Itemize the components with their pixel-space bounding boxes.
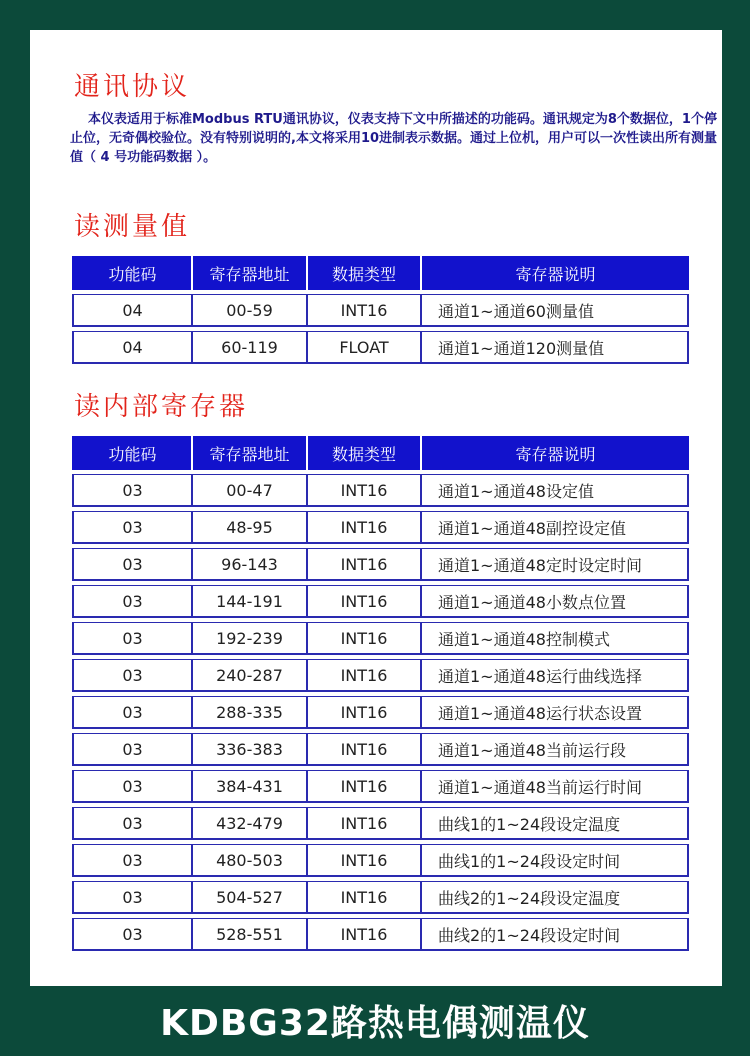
product-title-footer: KDBG32路热电偶测温仪 [160,1003,590,1044]
cell-function-code: 03 [72,844,191,877]
cell-data-type: INT16 [306,733,420,766]
cell-data-type: INT16 [306,881,420,914]
cell-data-type: INT16 [306,770,420,803]
measure-table [72,252,689,368]
cell-register-description: 曲线1的1~24段设定时间 [420,844,689,877]
table-row [72,622,689,655]
table-row [72,844,689,877]
cell-register-address: 240-287 [191,659,306,692]
cell-data-type: INT16 [306,696,420,729]
cell-register-description: 通道1~通道48小数点位置 [420,585,689,618]
internal-table [72,432,689,955]
header-data-type: 数据类型 [306,256,420,290]
cell-register-description: 通道1~通道60测量值 [420,294,689,327]
cell-register-description: 通道1~通道48副控设定值 [420,511,689,544]
cell-register-address: 48-95 [191,511,306,544]
cell-register-description: 通道1~通道48定时设定时间 [420,548,689,581]
header-register-address: 寄存器地址 [191,436,306,470]
cell-register-description: 曲线2的1~24段设定温度 [420,881,689,914]
read-measure-title: 读测量值 [74,212,191,242]
cell-data-type: INT16 [306,918,420,951]
cell-function-code: 03 [72,548,191,581]
header-register-description: 寄存器说明 [420,436,689,470]
document-sheet [30,30,722,986]
table-row [72,511,689,544]
cell-register-address: 288-335 [191,696,306,729]
header-function-code: 功能码 [72,256,191,290]
cell-data-type: INT16 [306,474,420,507]
cell-register-description: 通道1~通道48控制模式 [420,622,689,655]
cell-register-description: 通道1~通道120测量值 [420,331,689,364]
cell-function-code: 03 [72,474,191,507]
cell-register-address: 504-527 [191,881,306,914]
cell-register-description: 通道1~通道48当前运行段 [420,733,689,766]
cell-register-address: 00-59 [191,294,306,327]
cell-function-code: 04 [72,331,191,364]
cell-register-address: 60-119 [191,331,306,364]
comm-protocol-title: 通讯协议 [74,72,191,102]
table-row [72,331,689,364]
cell-register-description: 曲线1的1~24段设定温度 [420,807,689,840]
internal-table-header [72,436,689,470]
cell-function-code: 03 [72,807,191,840]
cell-register-address: 480-503 [191,844,306,877]
cell-function-code: 03 [72,770,191,803]
cell-function-code: 03 [72,881,191,914]
cell-function-code: 03 [72,511,191,544]
internal-table-body [72,474,689,951]
table-row [72,585,689,618]
table-row [72,696,689,729]
header-register-address: 寄存器地址 [191,256,306,290]
header-register-description: 寄存器说明 [420,256,689,290]
header-data-type: 数据类型 [306,436,420,470]
cell-register-address: 96-143 [191,548,306,581]
table-row [72,294,689,327]
table-row [72,659,689,692]
cell-register-description: 曲线2的1~24段设定时间 [420,918,689,951]
cell-function-code: 03 [72,622,191,655]
cell-register-address: 432-479 [191,807,306,840]
cell-register-address: 144-191 [191,585,306,618]
cell-register-address: 00-47 [191,474,306,507]
table-row [72,733,689,766]
cell-data-type: INT16 [306,844,420,877]
cell-register-description: 通道1~通道48运行状态设置 [420,696,689,729]
cell-function-code: 03 [72,659,191,692]
cell-data-type: INT16 [306,622,420,655]
cell-register-address: 384-431 [191,770,306,803]
header-function-code: 功能码 [72,436,191,470]
table-row [72,770,689,803]
table-row [72,548,689,581]
cell-register-address: 528-551 [191,918,306,951]
cell-data-type: INT16 [306,807,420,840]
table-row [72,474,689,507]
cell-function-code: 03 [72,696,191,729]
cell-data-type: INT16 [306,548,420,581]
cell-register-description: 通道1~通道48运行曲线选择 [420,659,689,692]
cell-function-code: 03 [72,733,191,766]
cell-register-description: 通道1~通道48当前运行时间 [420,770,689,803]
comm-protocol-intro: 本仪表适用于标准Modbus RTU通讯协议，仪表支持下文中所描述的功能码。通讯规定为8个数据位，1个停止位，无奇偶校验位。没有特别说明的,本文将采用10进制表示数据。通过上位机，用户可以一次性读出所有测量值（ 4 号功能码数据 ）。 [70,112,718,165]
table-row [72,881,689,914]
cell-register-address: 192-239 [191,622,306,655]
table-row [72,807,689,840]
cell-data-type: INT16 [306,511,420,544]
cell-register-address: 336-383 [191,733,306,766]
cell-data-type: FLOAT [306,331,420,364]
cell-function-code: 03 [72,585,191,618]
cell-data-type: INT16 [306,294,420,327]
cell-register-description: 通道1~通道48设定值 [420,474,689,507]
measure-table-body [72,294,689,364]
cell-data-type: INT16 [306,585,420,618]
measure-table-header [72,256,689,290]
read-internal-title: 读内部寄存器 [74,392,249,422]
cell-function-code: 03 [72,918,191,951]
cell-function-code: 04 [72,294,191,327]
table-row [72,918,689,951]
cell-data-type: INT16 [306,659,420,692]
